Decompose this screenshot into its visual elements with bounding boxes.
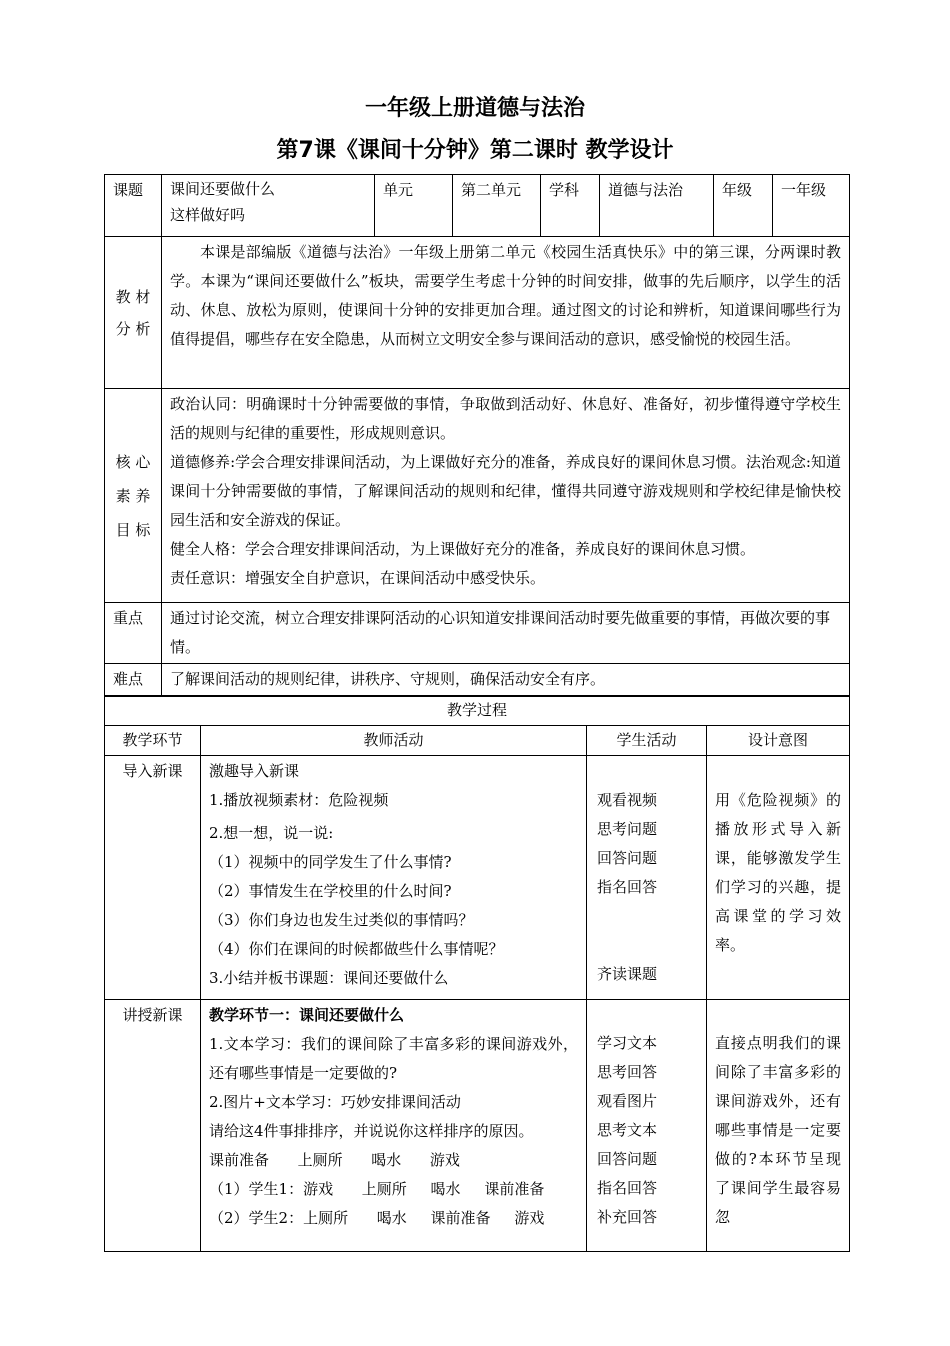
list-item: 1.文本学习：我们的课间除了丰富多彩的课间游戏外，还有哪些事情是一定要做的? [209,1035,578,1082]
teacher-intro [201,756,587,1000]
list-item: 齐读课题 [597,965,658,983]
lesson-info-table [104,174,850,696]
document-subtitle: 第7课《课间十分钟》第二课时 教学设计 [276,138,674,163]
core-political: 政治认同：明确课时十分钟需要做的事情，争取做到活动好、休息好、准备好，初步懂得遵守学校生活的规则与纪律的重要性，形成规则意识。 [170,395,841,442]
core-moral: 道德修养:学会合理安排课间活动，为上课做好充分的准备，养成良好的课间休息习惯。法治观念:知道课间十分钟需要做的事情，了解课间活动的规则和纪律，懂得共同遵守游戏规则和学校纪律是愉快校园生活和安全游戏的保证。 [170,453,841,529]
core-competency-label: 核 心 素 养 目 标 [105,389,162,603]
stage-intro: 导入新课 [105,756,201,1000]
col-stage: 教学环节 [105,726,201,756]
teacher-new-lesson [201,1000,587,1252]
core-responsibility: 责任意识：增强安全自护意识，在课间活动中感受快乐。 [170,569,546,587]
list-item: 思考回答 [597,1063,658,1081]
section-heading: 教学环节一：课间还要做什么 [209,1006,405,1024]
subject-label: 学科 [541,175,600,237]
grade-label: 年级 [714,175,773,237]
list-item: 2.图片+文本学习：巧妙安排课间活动 [209,1093,461,1111]
list-item: 1.播放视频素材：危险视频 [209,791,389,809]
student-intro [587,756,707,1000]
document-title: 一年级上册道德与法治 [364,96,585,121]
list-item: （2）事情发生在学校里的什么时间? [209,882,452,900]
topic-label: 课题 [105,175,162,237]
list-item: 思考问题 [597,820,658,838]
list-item: （1）学生1：游戏 上厕所 喝水 课前准备 [209,1180,545,1198]
intent-new-lesson: 直接点明我们的课间除了丰富多彩的课间游戏外，还有哪些事情是一定要做的?本环节呈现了课间学生最容易忽 [707,1000,850,1252]
col-intent: 设计意图 [707,726,850,756]
intent-intro: 用《危险视频》的播放形式导入新课，能够激发学生们学习的兴趣，提高课堂的学习效率。 [707,756,850,1000]
subject-value: 道德与法治 [600,175,714,237]
list-item: 思考文本 [597,1121,658,1139]
core-personality: 健全人格：学会合理安排课间活动，为上课做好充分的准备，养成良好的课间休息习惯。 [170,540,756,558]
col-student: 学生活动 [587,726,707,756]
list-item: 3.小结并板书课题：课间还要做什么 [209,969,449,987]
list-item: 观看图片 [597,1092,658,1110]
grade-value: 一年级 [773,175,850,237]
list-item: 学习文本 [597,1034,658,1052]
process-title: 教学过程 [105,697,850,726]
list-item: 回答问题 [597,849,658,867]
key-point-text: 通过讨论交流，树立合理安排课阿活动的心识知道安排课间活动时要先做重要的事情，再做次要的事情。 [162,603,850,664]
student-new-lesson [587,1000,707,1252]
unit-label: 单元 [375,175,453,237]
difficult-point-label: 难点 [105,664,162,696]
list-item: 激趣导入新课 [209,762,300,780]
core-competency-text [162,389,850,603]
teaching-process-table [104,696,850,1252]
list-item: 指名回答 [597,1179,658,1197]
list-item: 请给这4件事排排序，并说说你这样排序的原因。 [209,1122,534,1140]
key-point-label: 重点 [105,603,162,664]
topic-value-line-1: 课间还要做什么 [170,180,276,198]
topic-value-line-2: 这样做好吗 [170,206,246,224]
col-teacher: 教师活动 [201,726,587,756]
list-item: 回答问题 [597,1150,658,1168]
stage-new-lesson: 讲授新课 [105,1000,201,1252]
list-item: （3）你们身边也发生过类似的事情吗？ [209,911,474,929]
list-item: 2.想一想，说一说: [209,824,334,842]
list-item: 指名回答 [597,878,658,896]
analysis-label: 教 材 分 析 [105,237,162,389]
list-item: （4）你们在课间的时候都做些什么事情呢？ [209,940,504,958]
list-item: 课前准备 上厕所 喝水 游戏 [209,1151,460,1169]
list-item: 观看视频 [597,791,658,809]
difficult-point-text: 了解课间活动的规则纪律，讲秩序、守规则，确保活动安全有序。 [162,664,850,696]
analysis-text: 本课是部编版《道德与法治》一年级上册第二单元《校园生活真快乐》中的第三课，分两课时教学。本课为“课间还要做什么”板块，需要学生考虑十分钟的时间安排，做事的先后顺序，以学生的活动、休息、放松为原则，使课间十分钟的安排更加合理。通过图文的讨论和辨析，知道课间哪些行为值得提倡，哪些存在安全隐患，从而树立文明安全参与课间活动的意识，感受愉悦的校园生活。 [162,237,850,389]
topic-value [162,175,375,237]
unit-value: 第二单元 [453,175,541,237]
list-item: （2）学生2：上厕所 喝水 课前准备 游戏 [209,1209,545,1227]
list-item: （1）视频中的同学发生了什么事情? [209,853,452,871]
list-item: 补充回答 [597,1208,658,1226]
